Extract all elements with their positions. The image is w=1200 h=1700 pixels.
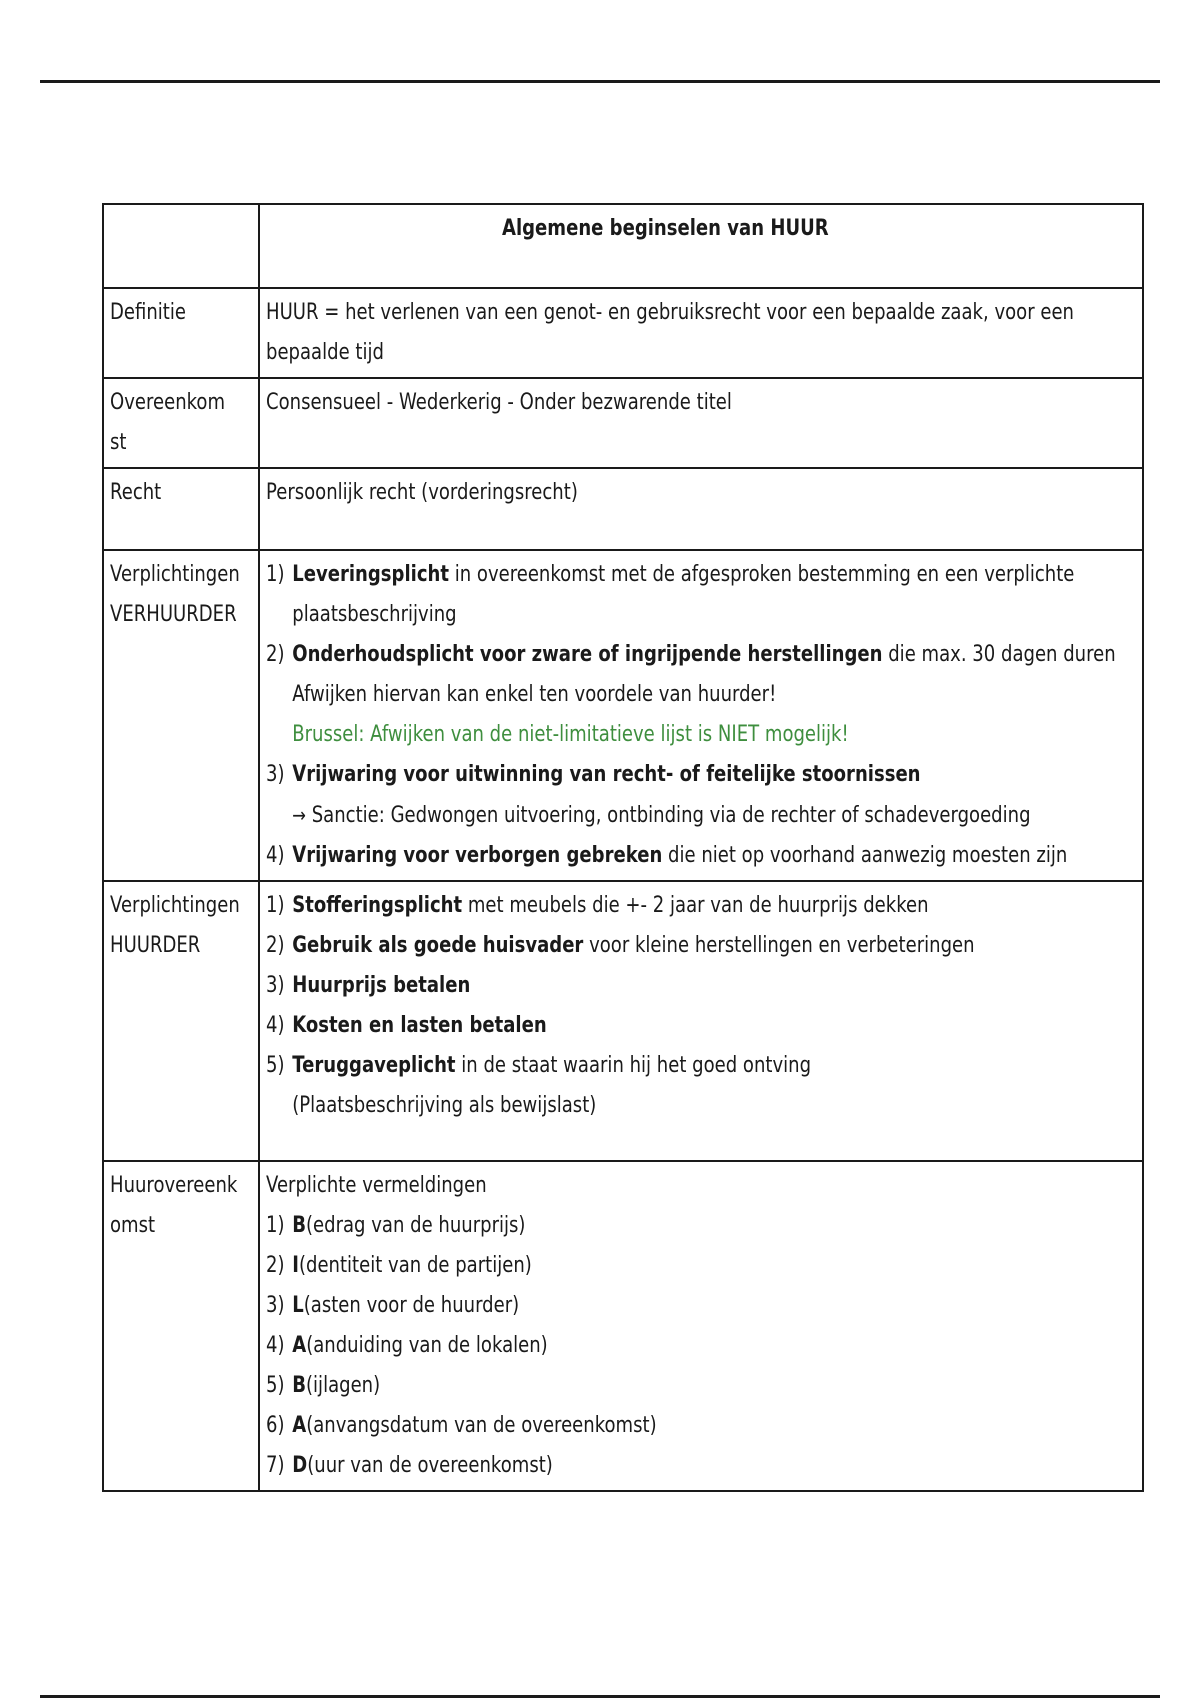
label-verhuurder bbox=[103, 550, 259, 881]
item-number: 5) bbox=[266, 1373, 285, 1398]
label-huurder bbox=[103, 881, 259, 1161]
item-number: 1) bbox=[266, 1213, 285, 1238]
content-verhuurder bbox=[259, 550, 1143, 881]
item-bold: Vrijwaring voor verborgen gebreken bbox=[292, 843, 663, 868]
label-verhuurder-text: Verplichtingen VERHUURDER bbox=[110, 562, 240, 627]
item-bold: Onderhoudsplicht voor zware of ingrijpende herstellingen bbox=[292, 642, 883, 667]
list-item bbox=[266, 886, 1136, 926]
item-text: met meubels die +- 2 jaar van de huurprijs dekken bbox=[462, 893, 929, 918]
item-number: 2) bbox=[266, 1253, 285, 1278]
label-overeenkomst-text: Overeenkomst bbox=[110, 390, 226, 455]
label-definitie bbox=[103, 288, 259, 378]
label-definitie-text: Definitie bbox=[110, 300, 186, 325]
item-bold: Leveringsplicht bbox=[292, 562, 449, 587]
item-bold: Teruggaveplicht bbox=[292, 1053, 456, 1078]
recht-text: Persoonlijk recht (vorderingsrecht) bbox=[266, 480, 578, 505]
verhuurder-list bbox=[266, 555, 1136, 876]
item-bold: A bbox=[292, 1333, 307, 1358]
item-number: 3) bbox=[266, 762, 285, 787]
label-huurder-text: Verplichtingen HUURDER bbox=[110, 893, 240, 958]
item-text: in overeenkomst met de afgesproken bestemming en een verplichte plaatsbeschrijving bbox=[292, 562, 1075, 627]
title-row bbox=[103, 204, 1143, 288]
item-number: 7) bbox=[266, 1453, 285, 1478]
row-huurder bbox=[103, 881, 1143, 1161]
item-subtext: (Plaatsbeschrijving als bewijslast) bbox=[292, 1093, 597, 1118]
row-definitie bbox=[103, 288, 1143, 378]
list-item bbox=[266, 755, 1136, 836]
vermeldingen-list bbox=[266, 1206, 1136, 1486]
content-huurder bbox=[259, 881, 1143, 1161]
item-text: (anduiding van de lokalen) bbox=[306, 1333, 548, 1358]
item-number: 2) bbox=[266, 642, 285, 667]
item-bold: A bbox=[292, 1413, 307, 1438]
list-item bbox=[266, 926, 1136, 966]
list-item bbox=[266, 836, 1136, 876]
content-definitie bbox=[259, 288, 1143, 378]
huur-table bbox=[102, 203, 1144, 1492]
content-recht bbox=[259, 468, 1143, 550]
item-text: die max. 30 dagen duren bbox=[882, 642, 1116, 667]
item-text: (ijlagen) bbox=[306, 1373, 381, 1398]
item-number: 4) bbox=[266, 1333, 285, 1358]
sanctie-line bbox=[292, 795, 1136, 836]
item-bold: Gebruik als goede huisvader bbox=[292, 933, 584, 958]
item-bold: B bbox=[292, 1213, 307, 1238]
item-number: 1) bbox=[266, 562, 285, 587]
label-recht bbox=[103, 468, 259, 550]
item-bold: L bbox=[292, 1293, 304, 1318]
huurder-list bbox=[266, 886, 1136, 1126]
item-number: 4) bbox=[266, 1013, 285, 1038]
list-item bbox=[266, 1406, 1136, 1446]
table-title-text: Algemene beginselen van HUUR bbox=[501, 216, 829, 241]
arrow-right-icon: → bbox=[292, 803, 306, 827]
header-rule bbox=[40, 80, 1160, 83]
item-text: (anvangsdatum van de overeenkomst) bbox=[306, 1413, 657, 1438]
item-number: 2) bbox=[266, 933, 285, 958]
brussel-note: Brussel: Afwijken van de niet-limitatieve lijst is NIET mogelijk! bbox=[292, 722, 849, 747]
item-bold: Stofferingsplicht bbox=[292, 893, 463, 918]
list-item bbox=[266, 555, 1136, 635]
item-bold: Kosten en lasten betalen bbox=[292, 1013, 547, 1038]
item-number: 3) bbox=[266, 973, 285, 998]
row-recht bbox=[103, 468, 1143, 550]
label-huurovereenkomst-text: Huurovereenkomst bbox=[110, 1173, 238, 1238]
list-item bbox=[266, 1206, 1136, 1246]
list-item bbox=[266, 1326, 1136, 1366]
list-item bbox=[266, 1446, 1136, 1486]
item-bold: B bbox=[292, 1373, 307, 1398]
label-overeenkomst bbox=[103, 378, 259, 468]
row-overeenkomst bbox=[103, 378, 1143, 468]
item-bold: Vrijwaring voor uitwinning van recht- of feitelijke stoornissen bbox=[292, 762, 921, 787]
row-huurovereenkomst bbox=[103, 1161, 1143, 1491]
item-number: 5) bbox=[266, 1053, 285, 1078]
item-number: 4) bbox=[266, 843, 285, 868]
item-number: 1) bbox=[266, 893, 285, 918]
list-item bbox=[266, 1366, 1136, 1406]
definitie-text: HUUR = het verlenen van een genot- en gebruiksrecht voor een bepaalde zaak, voor een bepaalde tijd bbox=[266, 300, 1074, 365]
table-title bbox=[259, 204, 1143, 288]
vermeldingen-intro: Verplichte vermeldingen bbox=[266, 1173, 487, 1198]
item-bold: D bbox=[292, 1453, 308, 1478]
item-text: voor kleine herstellingen en verbeteringen bbox=[583, 933, 975, 958]
item-number: 6) bbox=[266, 1413, 285, 1438]
list-item bbox=[266, 1046, 1136, 1126]
item-subtext: Afwijken hiervan kan enkel ten voordele van huurder! bbox=[292, 682, 777, 707]
row-verhuurder bbox=[103, 550, 1143, 881]
list-item bbox=[266, 1006, 1136, 1046]
item-text: (edrag van de huurprijs) bbox=[306, 1213, 526, 1238]
item-number: 3) bbox=[266, 1293, 285, 1318]
title-corner-cell bbox=[103, 204, 259, 288]
item-bold: I bbox=[292, 1253, 299, 1278]
item-text: in de staat waarin hij het goed ontving bbox=[455, 1053, 812, 1078]
item-text: (uur van de overeenkomst) bbox=[307, 1453, 553, 1478]
content-overeenkomst bbox=[259, 378, 1143, 468]
label-recht-text: Recht bbox=[110, 480, 162, 505]
item-bold: Huurprijs betalen bbox=[292, 973, 471, 998]
list-item bbox=[266, 1286, 1136, 1326]
item-text: (asten voor de huurder) bbox=[303, 1293, 520, 1318]
label-huurovereenkomst bbox=[103, 1161, 259, 1491]
item-text: (dentiteit van de partijen) bbox=[298, 1253, 532, 1278]
overeenkomst-text: Consensueel - Wederkerig - Onder bezwarende titel bbox=[266, 390, 732, 415]
list-item bbox=[266, 966, 1136, 1006]
list-item bbox=[266, 1246, 1136, 1286]
item-text: die niet op voorhand aanwezig moesten zijn bbox=[662, 843, 1068, 868]
item-subtext: Sanctie: Gedwongen uitvoering, ontbinding via de rechter of schadevergoeding bbox=[305, 803, 1031, 828]
list-item bbox=[266, 635, 1136, 755]
footer-rule bbox=[40, 1695, 1160, 1698]
content-huurovereenkomst bbox=[259, 1161, 1143, 1491]
